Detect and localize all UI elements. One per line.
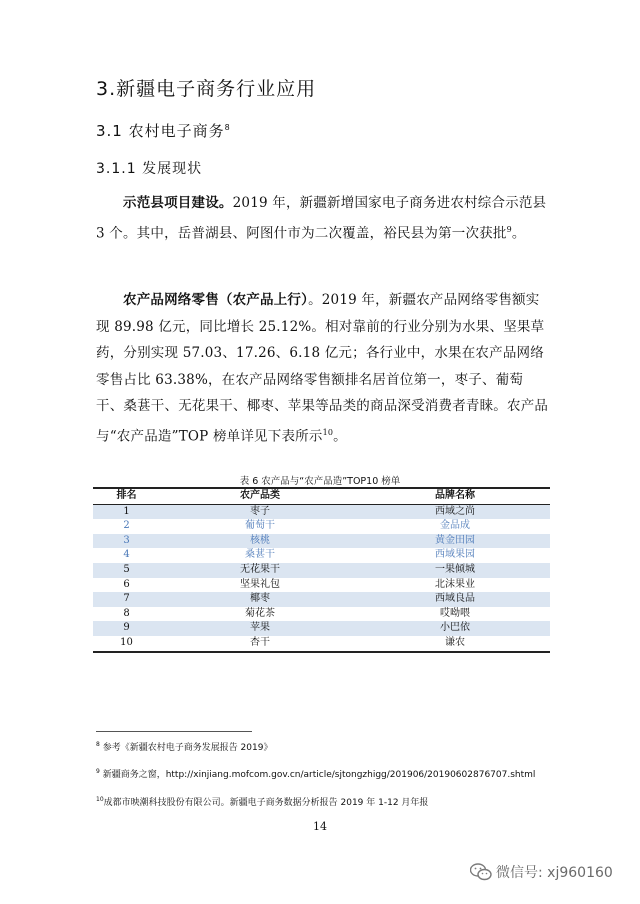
paragraph-lead: 农产品网络零售（农产品上行）: [123, 292, 309, 308]
cell-brand: 黄金田园: [360, 534, 550, 549]
table-row: [93, 504, 550, 519]
cell-category: 杏干: [160, 636, 360, 652]
header-brand: 品牌名称: [360, 488, 550, 504]
footnote-text: 成都市映潮科技股份有限公司。新疆电子商务数据分析报告 2019 年 1-12 月年报: [103, 798, 429, 808]
footnote-link[interactable]: 新疆商务之窗，http://xinjiang.mofcom.gov.cn/article/sjtongzhigg/201906/20190602876707.shtml: [99, 770, 536, 780]
footnote-number: 9: [96, 768, 100, 775]
paragraph-lead: 示范县项目建设。: [123, 195, 233, 211]
cell-rank: 8: [93, 607, 160, 622]
cell-category: 枣子: [160, 504, 360, 519]
page-number: 14: [313, 820, 327, 833]
cell-rank: 7: [93, 592, 160, 607]
cell-category: 苹果: [160, 621, 360, 636]
table-row: [93, 519, 550, 534]
cell-brand: 西域果园: [360, 548, 550, 563]
top10-table: [93, 487, 550, 653]
cell-brand: 西域之尚: [360, 504, 550, 519]
paragraph-end: 。: [511, 225, 526, 241]
table-row: [93, 534, 550, 549]
paragraph-body: 。2019 年，新疆农产品网络零售额实现 89.98 亿元，同比增长 25.12%。相对靠前的行业分别为水果、坚果草药，分别实现 57.03、17.26、6.18 亿元；各行业中，水果在农产品网络零售占比 63.38%，在农产品网络零售额排名居首位第一，枣子、葡萄干、桑葚干、无花果干、椰枣、苹果等品类的商品深受消费者青睐。农产品与“农产品造”TOP 榜单详见下表所示: [96, 292, 549, 444]
table-row: [93, 548, 550, 563]
cell-rank: 2: [93, 519, 160, 534]
table-row: [93, 621, 550, 636]
cell-rank: 1: [93, 504, 160, 519]
footnote-number: 8: [96, 741, 100, 748]
cell-rank: 9: [93, 621, 160, 636]
cell-category: 葡萄干: [160, 519, 360, 534]
table-row: [93, 607, 550, 622]
table-row: [93, 592, 550, 607]
cell-rank: 4: [93, 548, 160, 563]
paragraph-online-retail: [96, 287, 550, 450]
cell-category: 核桃: [160, 534, 360, 549]
footnote-ref[interactable]: 9: [506, 224, 512, 234]
table-caption: 表 6 农产品与“农产品造”TOP10 榜单: [239, 476, 401, 487]
footnote-divider: [96, 731, 252, 732]
cell-category: 椰枣: [160, 592, 360, 607]
cell-brand: 谦农: [360, 636, 550, 652]
cell-brand: 西域良品: [360, 592, 550, 607]
paragraph-body: 2019 年，新疆新增国家电子商务进农村综合示范县 3 个。其中，岳普湖县、阿图什市为二次覆盖，裕民县为第一次获批: [96, 195, 547, 241]
cell-brand: 一果倾城: [360, 563, 550, 578]
cell-brand: 金品成: [360, 519, 550, 534]
paragraph-demo-county: [96, 190, 550, 247]
header-category: 农产品类: [160, 488, 360, 504]
footnote-text: 参考《新疆农村电子商务发展报告 2019》: [99, 743, 273, 753]
subsection-heading: [96, 120, 231, 141]
watermark-text: 微信号: xj960160: [496, 865, 613, 881]
paragraph-end: 。: [333, 428, 347, 444]
subsubsection-heading: 3.1.1 发展现状: [96, 161, 203, 177]
cell-brand: 哎呦喂: [360, 607, 550, 622]
table-header-row: [93, 488, 550, 504]
cell-rank: 3: [93, 534, 160, 549]
cell-rank: 10: [93, 636, 160, 652]
cell-rank: 6: [93, 578, 160, 593]
cell-category: 桑葚干: [160, 548, 360, 563]
cell-category: 坚果礼包: [160, 578, 360, 593]
section-heading: 3.新疆电子商务行业应用: [96, 78, 317, 100]
footnote-9: [96, 767, 535, 780]
footnote-ref[interactable]: 10: [322, 427, 334, 437]
table-row: [93, 636, 550, 652]
cell-brand: 小巴依: [360, 621, 550, 636]
table-row: [93, 578, 550, 593]
cell-category: 菊花茶: [160, 607, 360, 622]
header-rank: 排名: [93, 488, 160, 504]
cell-brand: 北沫果业: [360, 578, 550, 593]
subsection-heading-text: 3.1 农村电子商务: [96, 122, 225, 140]
footnote-8: [96, 740, 272, 753]
cell-category: 无花果干: [160, 563, 360, 578]
footnote-ref[interactable]: 8: [224, 123, 231, 132]
watermark: [470, 862, 613, 882]
footnote-number: 10: [96, 796, 104, 803]
wechat-icon: [470, 863, 492, 881]
footnote-10: [96, 795, 428, 808]
table-row: [93, 563, 550, 578]
cell-rank: 5: [93, 563, 160, 578]
